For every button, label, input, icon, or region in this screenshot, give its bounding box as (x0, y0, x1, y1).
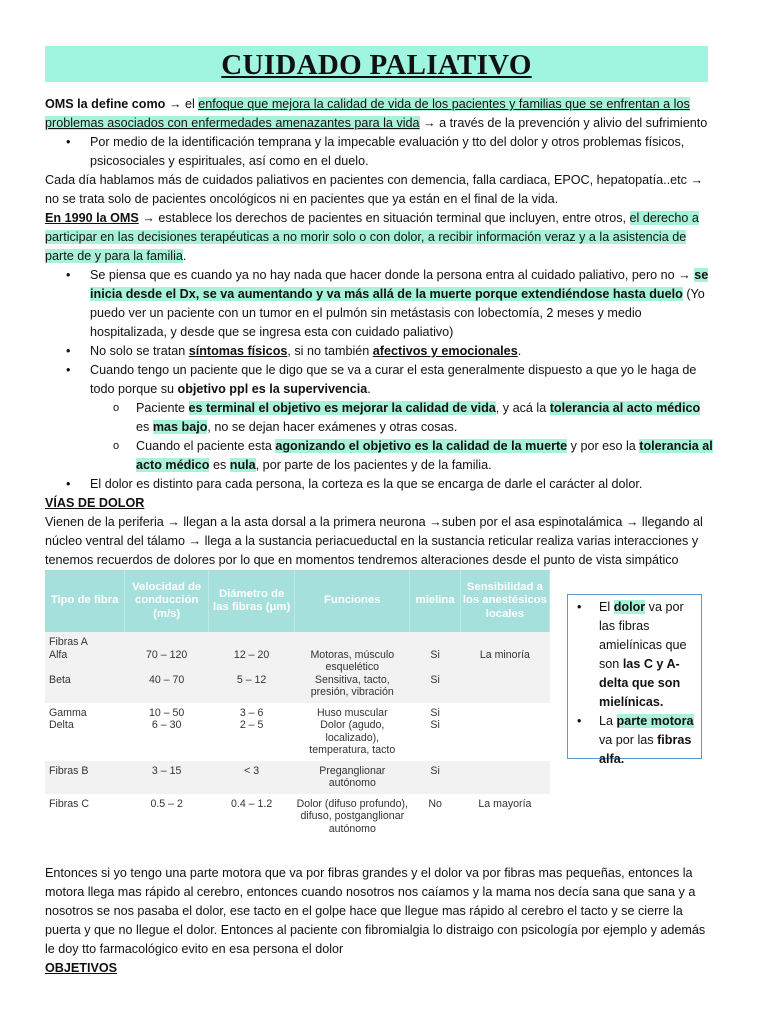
text: va por las fibras amielínicas que son (599, 600, 687, 671)
bullet-sintomas (45, 342, 713, 361)
text: . (517, 344, 522, 358)
paragraph-1990 (45, 209, 713, 266)
bullet-inicio (45, 266, 713, 342)
highlight: mas bajo (152, 420, 208, 434)
note-motora (568, 712, 701, 769)
text: es (136, 420, 153, 434)
table-cell: Fibras A Alfa Beta (45, 632, 125, 703)
paragraph-entonces: Entonces si yo tengo una parte motora que va por fibras grandes y el dolor va por fibras mas pequeñas, entonces la motora llega mas rápido al cerebro, entonces cuando nosotros nos caíamos y la mama nos decía sana que sana y a nosotros se nos pasaba el dolor, ese tacto en el golpe hace que llegue mas rápido al cerebro el tacto y se cierre la puerta y que no llegue el dolor. Entonces al paciente con fibromialgia lo distraigo con psicología por ejemplo y además le doy tto farmacológico evito en esa persona el dolor (45, 866, 706, 956)
table-cell (460, 761, 549, 794)
highlight: agonizando el objetivo es la calidad de la muerte (275, 439, 568, 453)
paragraph-cuidados: Cada día hablamos más de cuidados paliativos en pacientes con demencia, falla cardiaca, EPOC, hepatopatía..etc → no se trata solo de pacientes oncológicos ni en pacientes que ya están en el final de la vida. (45, 173, 704, 206)
side-note-box (567, 594, 702, 766)
table-cell: Fibras C (45, 794, 125, 840)
heading-vias-dolor: VÍAS DE DOLOR (45, 496, 145, 510)
bullet-inicio-c: (Yo puedo ver un paciente con un tumor en el pulmón sin metástasis con lobectomía, 2 meses y medio hospitalizada, y desde que se ingresa esta con cuidado paliativo) (90, 287, 705, 339)
afectivos-emocionales: afectivos y emocionales (372, 344, 518, 358)
table-row (45, 761, 550, 794)
bottom-section (45, 864, 713, 978)
definition-tail: → a través de la prevención y alivio del sufrimiento (419, 116, 708, 130)
text: , por parte de los pacientes y de la familia. (255, 458, 492, 472)
subbullet-terminal (45, 399, 713, 437)
text: , no se dejan hacer exámenes y otras cosas. (207, 420, 458, 434)
bullet-dolor-distinto: • El dolor es distinto para cada persona, la corteza es la que se encarga de darle el carácter al dolor. (45, 475, 713, 494)
highlight: tolerancia al acto médico (549, 401, 701, 415)
table-cell: Si (410, 761, 460, 794)
table-cell: La minoría (460, 632, 549, 703)
table-row (45, 703, 550, 761)
table-cell: 0.5 – 2 (125, 794, 209, 840)
paragraph-vias: Vienen de la periferia → llegan a la asta dorsal a la primera neurona →suben por el asa espinotalámica → llegando al núcleo ventral del tálamo → llega a la sustancia periacueductal en la sustancia reticular realiza varias interacciones y tenemos recuerdos de dolores por lo que en momentos tendremos alteraciones desde el punto de vista simpático (45, 515, 703, 567)
note-dolor (568, 598, 701, 712)
oms-definition (45, 95, 713, 133)
table-cell (460, 703, 549, 761)
intro-section (45, 95, 713, 570)
text: y por eso la (567, 439, 640, 453)
bullet-inicio-a: Se piensa que es cuando ya no hay nada que hacer donde la persona entra al cuidado paliativo, pero no → (90, 268, 695, 282)
table-cell: Huso muscular Dolor (agudo, localizado), temperatura, tacto (295, 703, 410, 761)
bold-text: las C y A-delta que son mielínicas. (599, 657, 681, 709)
sintomas-fisicos: síntomas físicos (188, 344, 288, 358)
oms-1990-lead: En 1990 la OMS (45, 211, 139, 225)
header-tipo: Tipo de fibra (45, 570, 125, 632)
header-sensibilidad: Sensibilidad a los anestésicos locales (460, 570, 549, 632)
highlight: dolor (613, 600, 646, 614)
table-cell: 3 – 6 2 – 5 (209, 703, 295, 761)
bullet-supervivencia (45, 361, 713, 399)
text: , y acá la (495, 401, 550, 415)
fibras-table (45, 570, 550, 839)
highlight: nula (229, 458, 256, 472)
table-cell: 0.4 – 1.2 (209, 794, 295, 840)
highlight: parte motora (616, 714, 694, 728)
heading-objetivos: OBJETIVOS (45, 961, 118, 975)
table-cell: Si Si (410, 703, 460, 761)
text: , si no también (287, 344, 373, 358)
bold-text: fibras alfa. (599, 733, 692, 766)
text: Cuando el paciente esta (136, 439, 276, 453)
arrow-text: → el (165, 97, 199, 111)
oms-lead: OMS la define como (45, 97, 166, 111)
bullet-identificacion: • Por medio de la identificación temprana y la impecable evaluación y tto del dolor y otros problemas físicos, psicosociales y espirituales, así como en el duelo. (45, 133, 713, 171)
table-cell: No (410, 794, 460, 840)
text: No solo se tratan (90, 344, 189, 358)
text: . (367, 382, 371, 396)
table-cell: La mayoría (460, 794, 549, 840)
text: Paciente (136, 401, 189, 415)
document-title: CUIDADO PALIATIVO (221, 49, 532, 81)
period: . (182, 249, 187, 263)
text: es (209, 458, 230, 472)
title-banner (45, 46, 708, 82)
table-row (45, 632, 550, 703)
definition-highlight: enfoque que mejora la calidad de vida de los pacientes y familias que se enfrentan a los problemas asociados con enfermedades amenazantes para la vida (45, 97, 690, 130)
highlight: tolerancia al acto médico (136, 439, 713, 472)
table-cell: Fibras B (45, 761, 125, 794)
table-header-row (45, 570, 550, 632)
header-velocidad: Velocidad de conducción (m/s) (125, 570, 209, 632)
oms-1990-mid: → establece los derechos de pacientes en situación terminal que incluyen, entre otros, (138, 211, 630, 225)
table-row (45, 794, 550, 840)
text: Cuando tengo un paciente que le digo que se va a curar el esta generalmente dispuesto a que yo le haga de todo porque su (90, 363, 697, 396)
table-cell: 70 – 120 40 – 70 (125, 632, 209, 703)
derechos-highlight: el derecho a participar en las decisiones terapéuticas a no morir solo o con dolor, a recibir información veraz y a la asistencia de parte de y para la familia (45, 211, 699, 263)
table-cell: 3 – 15 (125, 761, 209, 794)
table-cell: Preganglionar autónomo (295, 761, 410, 794)
text: va por las (599, 733, 658, 747)
subbullet-agonizando (45, 437, 713, 475)
text: La (599, 714, 617, 728)
table-cell: 10 – 50 6 – 30 (125, 703, 209, 761)
bullet-inicio-highlight: se inicia desde el Dx, se va aumentando y va más allá de la muerte porque extendiéndose hasta duelo (90, 268, 709, 301)
header-funciones: Funciones (295, 570, 410, 632)
table-cell: < 3 (209, 761, 295, 794)
header-mielina: mielina (410, 570, 460, 632)
header-diametro: Diámetro de las fibras (μm) (209, 570, 295, 632)
highlight: es terminal el objetivo es mejorar la calidad de vida (188, 401, 496, 415)
text: El (599, 600, 614, 614)
table-cell: Dolor (difuso profundo), difuso, postganglionar autónomo (295, 794, 410, 840)
table-cell: Si Si (410, 632, 460, 703)
table-cell: Gamma Delta (45, 703, 125, 761)
table-cell: Motoras, músculo esquelético Sensitiva, tacto, presión, vibración (295, 632, 410, 703)
table-cell: 12 – 20 5 – 12 (209, 632, 295, 703)
objetivo-ppl: objetivo ppl es la supervivencia (177, 382, 368, 396)
